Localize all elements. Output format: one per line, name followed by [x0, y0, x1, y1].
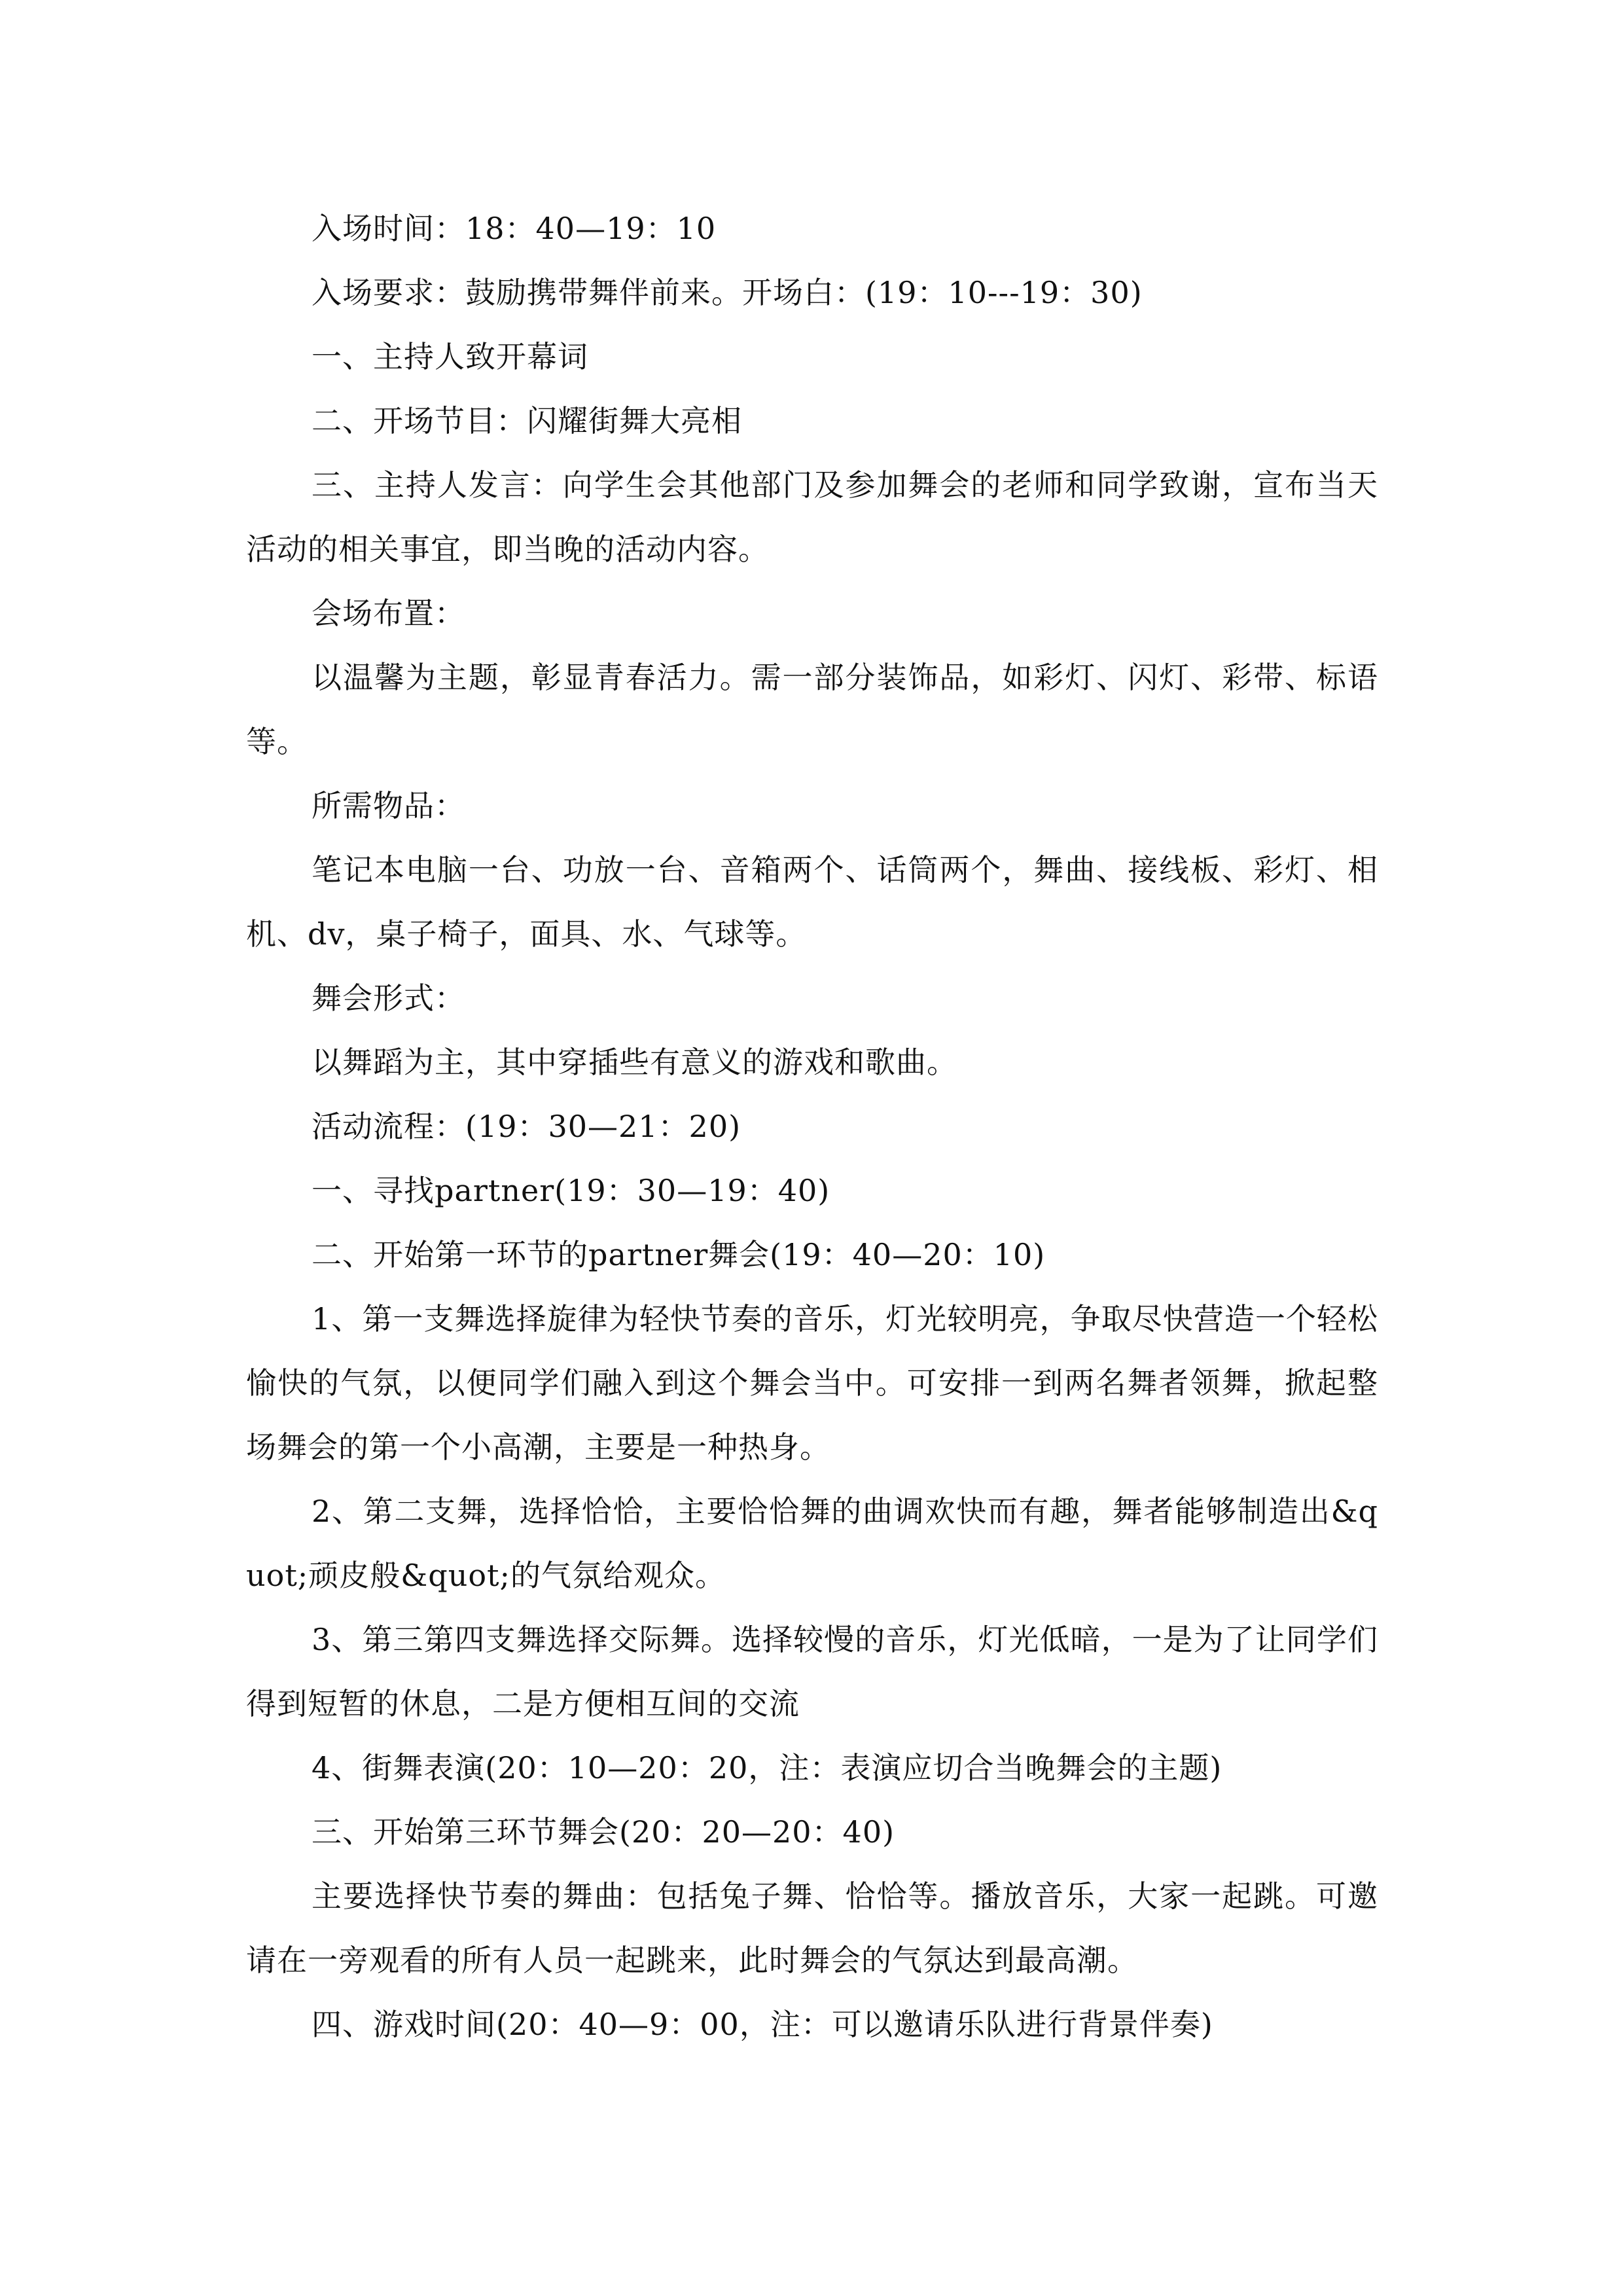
paragraph-entry-time: 入场时间：18：40—19：10	[312, 211, 717, 246]
paragraph-opening-show: 二、开场节目：闪耀街舞大亮相	[312, 403, 742, 439]
paragraph-street-dance: 4、街舞表演(20：10—20：20，注：表演应切合当晚舞会的主题)	[312, 1750, 1222, 1785]
heading-dance-format: 舞会形式：	[312, 980, 465, 1016]
paragraph-first-session: 二、开始第一环节的partner舞会(19：40—20：10)	[312, 1237, 1046, 1272]
paragraph-entry-requirement: 入场要求：鼓励携带舞伴前来。开场白：(19：10---19：30)	[312, 275, 1143, 310]
paragraph-second-dance: 2、第二支舞，选择恰恰，主要恰恰舞的曲调欢快而有趣，舞者能够制造出&quot;顽皮般&quot;的气氛给观众。	[246, 1494, 1378, 1593]
paragraph-third-session: 三、开始第三环节舞会(20：20—20：40)	[312, 1814, 895, 1850]
paragraph-dance-format: 以舞蹈为主，其中穿插些有意义的游戏和歌曲。	[312, 1045, 957, 1080]
paragraph-host-speech: 三、主持人发言：向学生会其他部门及参加舞会的老师和同学致谢，宣布当天活动的相关事宜，即当晚的活动内容。	[246, 467, 1378, 567]
heading-activity-flow: 活动流程：(19：30—21：20)	[312, 1109, 741, 1144]
paragraph-host-opening: 一、主持人致开幕词	[312, 339, 588, 374]
document-body	[246, 196, 1378, 2056]
paragraph-game-time: 四、游戏时间(20：40—9：00，注：可以邀请乐队进行背景伴奏)	[312, 2007, 1213, 2042]
paragraph-find-partner: 一、寻找partner(19：30—19：40)	[312, 1173, 830, 1208]
paragraph-fast-dance: 主要选择快节奏的舞曲：包括兔子舞、恰恰等。播放音乐，大家一起跳。可邀请在一旁观看的所有人员一起跳来，此时舞会的气氛达到最高潮。	[246, 1878, 1378, 1978]
heading-venue-layout: 会场布置：	[312, 596, 465, 631]
paragraph-venue-layout: 以温馨为主题，彰显青春活力。需一部分装饰品，如彩灯、闪灯、彩带、标语等。	[246, 660, 1378, 759]
heading-required-items: 所需物品：	[312, 788, 465, 823]
paragraph-required-items: 笔记本电脑一台、功放一台、音箱两个、话筒两个，舞曲、接线板、彩灯、相机、dv，桌子椅子，面具、水、气球等。	[246, 852, 1378, 952]
paragraph-third-fourth-dance: 3、第三第四支舞选择交际舞。选择较慢的音乐，灯光低暗，一是为了让同学们得到短暂的休息，二是方便相互间的交流	[246, 1622, 1378, 1721]
paragraph-first-dance: 1、第一支舞选择旋律为轻快节奏的音乐，灯光较明亮，争取尽快营造一个轻松愉快的气氛，以便同学们融入到这个舞会当中。可安排一到两名舞者领舞，掀起整场舞会的第一个小高潮，主要是一种热身。	[246, 1301, 1378, 1465]
